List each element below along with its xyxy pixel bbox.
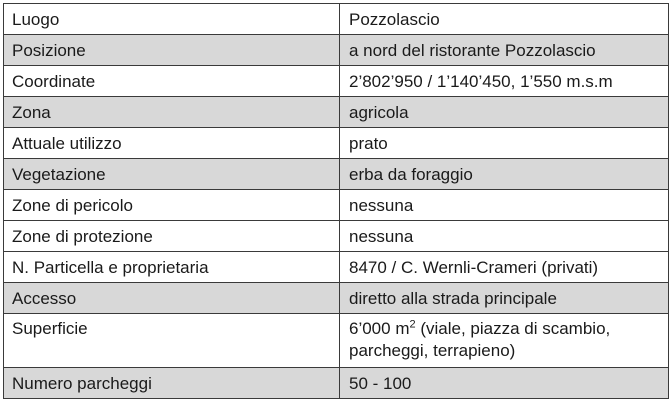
row-label: Attuale utilizzo bbox=[4, 128, 340, 159]
area-unit-exponent: 2 bbox=[409, 318, 416, 331]
row-label: Coordinate bbox=[4, 66, 340, 97]
table-row bbox=[4, 368, 669, 399]
row-label: N. Particella e proprietaria bbox=[4, 252, 340, 283]
table-row bbox=[4, 4, 669, 35]
row-value: nessuna bbox=[340, 190, 669, 221]
row-label: Zone di protezione bbox=[4, 221, 340, 252]
row-label: Luogo bbox=[4, 4, 340, 35]
row-value: 2’802’950 / 1’140’450, 1’550 m.s.m bbox=[340, 66, 669, 97]
row-label: Zona bbox=[4, 97, 340, 128]
table-row bbox=[4, 35, 669, 66]
info-table bbox=[3, 3, 669, 399]
row-label: Vegetazione bbox=[4, 159, 340, 190]
table-row bbox=[4, 159, 669, 190]
table-row bbox=[4, 190, 669, 221]
row-label: Superficie bbox=[4, 314, 340, 368]
area-detail: (viale, piazza di scambio, bbox=[415, 319, 611, 338]
table-row bbox=[4, 283, 669, 314]
table-row bbox=[4, 252, 669, 283]
row-value: erba da foraggio bbox=[340, 159, 669, 190]
row-value: a nord del ristorante Pozzolascio bbox=[340, 35, 669, 66]
row-value: Pozzolascio bbox=[340, 4, 669, 35]
table-row bbox=[4, 66, 669, 97]
row-value: 50 - 100 bbox=[340, 368, 669, 399]
row-label: Zone di pericolo bbox=[4, 190, 340, 221]
row-value: agricola bbox=[340, 97, 669, 128]
row-value: nessuna bbox=[340, 221, 669, 252]
row-label: Accesso bbox=[4, 283, 340, 314]
row-label: Posizione bbox=[4, 35, 340, 66]
table-row bbox=[4, 314, 669, 368]
row-label: Numero parcheggi bbox=[4, 368, 340, 399]
table-row bbox=[4, 221, 669, 252]
row-value bbox=[340, 314, 669, 368]
table-row bbox=[4, 97, 669, 128]
row-value: 8470 / C. Wernli-Crameri (privati) bbox=[340, 252, 669, 283]
area-detail-continued: parcheggi, terrapieno) bbox=[349, 341, 516, 360]
row-value: prato bbox=[340, 128, 669, 159]
row-value: diretto alla strada principale bbox=[340, 283, 669, 314]
table-row bbox=[4, 128, 669, 159]
area-value: 6’000 m bbox=[349, 319, 410, 338]
